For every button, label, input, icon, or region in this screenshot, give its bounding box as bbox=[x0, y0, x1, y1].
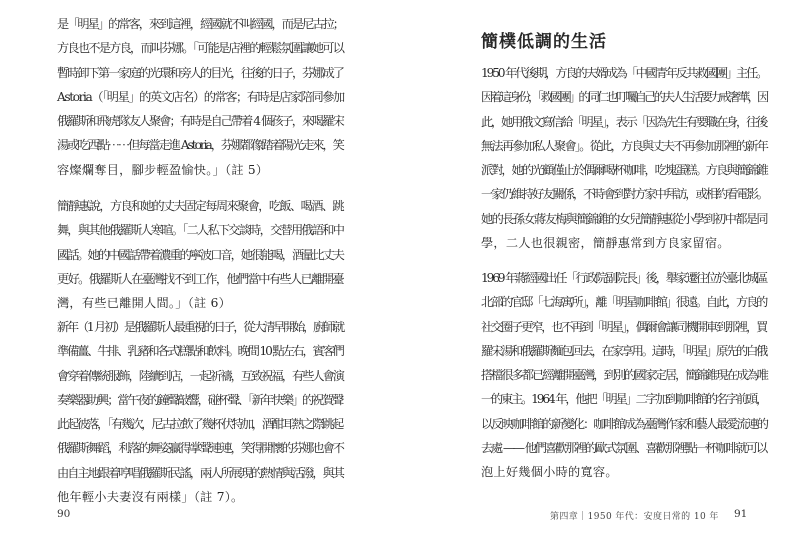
text-line: 泡上好幾個小時的寬容。 bbox=[481, 465, 618, 480]
text-line: 是「明星」的常客，來到這裡，經國就不叫經國，而是尼古拉； bbox=[57, 17, 344, 31]
text-line: 國話。她的中國話帶着濃重的寧波口音，她很能喝，酒量比丈夫 bbox=[57, 247, 344, 262]
text-line: 1950 年代後期，方良的夫婿成為「中國青年反共救國團」主任。 bbox=[481, 66, 767, 80]
text-line: 準備薑、牛排、乳豬和各式糕點和飲料。晚間 10 點左右，賓客們 bbox=[57, 344, 343, 359]
text-line: 更好。俄羅斯人在臺灣找不到工作，他們當中有些人已離開臺 bbox=[57, 271, 343, 286]
text-line: 湯或吃西點⋯⋯但每當走進 Astoria，芬娜都像踏着陽光走來，笑 bbox=[57, 138, 343, 153]
running-head: 第四章｜1950 年代：安度日常的 10 年 bbox=[550, 512, 719, 522]
text-line: 容燦爛奪目，腳步輕盈愉快。」（註 5） bbox=[57, 162, 269, 177]
text-line: 搭檔很多都已經離開臺灣，到別的國家定居，簡錦錐現在成為唯 bbox=[481, 368, 768, 383]
text-line: 暫時卸下第一家庭的光環和旁人的目光，往後的日子，芬娜成了 bbox=[57, 65, 344, 80]
text-line: 會穿着傳統服飾，陸續到店，一起祈禱，互致祝福，有些人會演 bbox=[57, 368, 344, 383]
page-number: 91 bbox=[734, 508, 748, 520]
text-line: 她的長孫女蔣友梅與簡錦錐的女兒簡靜惠從小學到初中都是同 bbox=[481, 211, 767, 226]
text-line: 一家仍維持好友關係，不時會到對方家中拜訪，或相約看電影。 bbox=[481, 187, 768, 202]
right-paragraph-1 bbox=[481, 61, 769, 255]
left-paragraph-1 bbox=[57, 12, 345, 182]
text-line: 無法再參加私人聚會」。從此，方良與丈夫不再參加那裡的新年 bbox=[481, 138, 768, 153]
text-line: 北部的官邸「七海寓所」，離「明星咖啡館」很遠。自此，方良的 bbox=[481, 295, 767, 310]
right-page bbox=[400, 0, 800, 558]
text-line: 社交圈子更窄，也不再到「明星」，偶爾會讓司機開車到那裡，買 bbox=[481, 319, 767, 334]
text-line: 去處 —— 他們喜歡那裡的歐式氛圍、喜歡那裡點一杯咖啡就可以 bbox=[481, 441, 767, 456]
text-line: 此，她用俄文寫信給「明星」，表示「因為先生有要職在身，往後 bbox=[481, 114, 767, 129]
text-line: 一的東主。1964 年，他把「明星」二字加到咖啡館的名字前頭， bbox=[481, 392, 767, 407]
text-line: 此起彼落，「有幾次，尼古拉飲了幾杯伏特加，酒酣耳熱之際跳起 bbox=[57, 417, 343, 432]
text-line: 以反映咖啡館的新變化：咖啡館成為臺灣作家和藝人最愛流連的 bbox=[481, 416, 768, 431]
text-line: 派對，她的光顧僅止於偶爾喝杯咖啡，吃塊蛋糕。方良與簡錦錐 bbox=[481, 163, 768, 178]
text-line: 因着這身份，「救國團」的同仁也叮囑自己的夫人生活要力戒奢華，因 bbox=[481, 90, 767, 105]
text-line: 新年（1 月初）是俄羅斯人最重視的日子，從大清早開始，廚師就 bbox=[57, 320, 343, 334]
text-line: Astoria（「明星」的英文店名）的常客；有時是店家陪同參加 bbox=[57, 89, 344, 104]
left-paragraph-3 bbox=[57, 315, 345, 509]
text-line: 由自主地跟着哼唱俄羅斯民謠，兩人所展現的熱情與活潑，與其 bbox=[57, 465, 344, 480]
section-heading: 簡樸低調的生活 bbox=[481, 32, 607, 52]
text-line: 羅宋湯和俄羅斯麵包回去，在家享用。這時，「明星」原先的白俄 bbox=[481, 343, 767, 358]
right-paragraph-2 bbox=[481, 266, 769, 485]
text-line: 簡靜惠說，方良和她的丈夫固定每周來聚會，吃飯、喝酒、跳 bbox=[57, 199, 343, 213]
text-line: 俄羅斯舞蹈，利落的舞姿贏得掌聲連連，笑得開懷的芬娜也會不 bbox=[57, 441, 344, 456]
text-line: 舞，與其他俄羅斯人寒暄。「二人私下交談時，交替用俄語和中 bbox=[57, 223, 344, 238]
text-line: 他年輕小夫妻沒有兩樣」（註 7）。 bbox=[57, 490, 244, 505]
text-line: 灣，有些已離開人間。」（註 6） bbox=[57, 296, 232, 311]
text-line: 1969 年蔣經國出任「行政院副院長」後，舉家遷往位於臺北城區 bbox=[481, 271, 767, 285]
text-line: 奏樂器助興；當午夜的鐘聲敲響，碰杯聲、「新年快樂」的祝賀聲 bbox=[57, 392, 343, 407]
page-number: 90 bbox=[57, 508, 71, 520]
left-paragraph-2 bbox=[57, 194, 345, 315]
text-line: 俄羅斯和飛虎隊友人聚會；有時是自己帶着 4 個孩子，來喝羅宋 bbox=[57, 114, 343, 129]
text-line: 方良也不是方良，而叫芬娜。「可能是店裡的輕鬆氛圍讓她可以 bbox=[57, 41, 344, 56]
text-line: 學，二人也很親密，簡靜惠常到方良家留宿。 bbox=[481, 236, 730, 251]
